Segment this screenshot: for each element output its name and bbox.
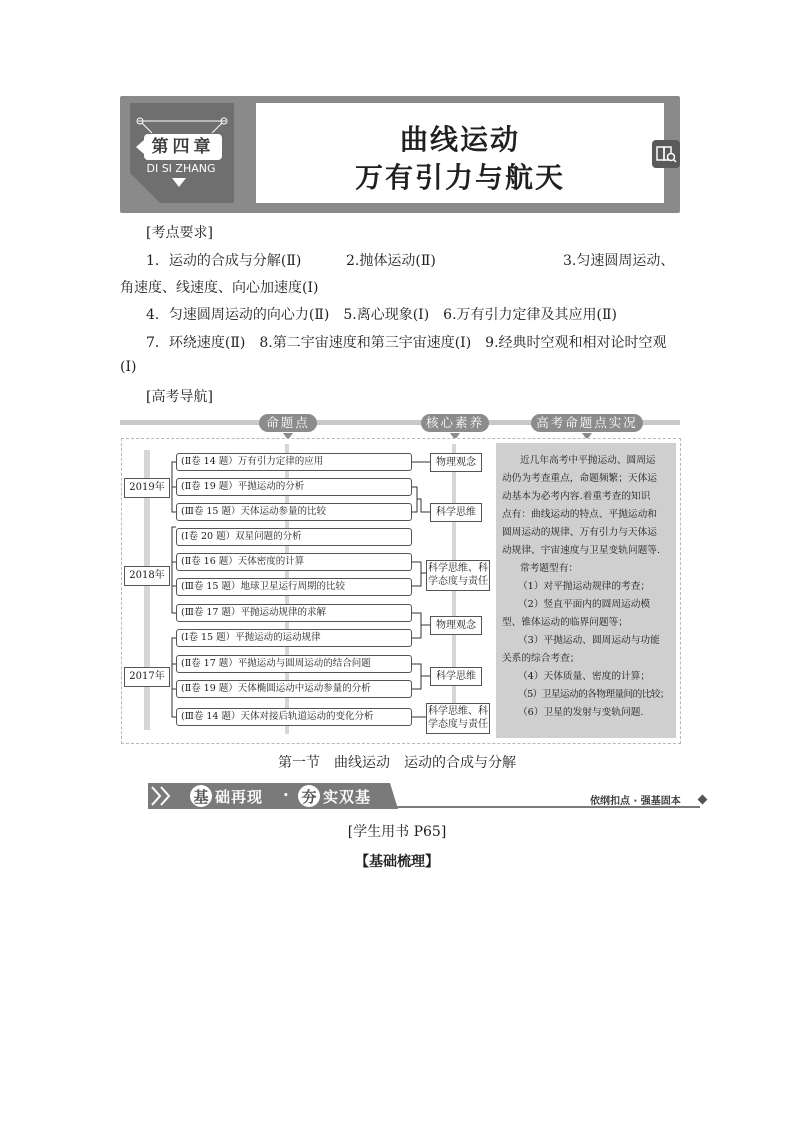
section-bar-separator: · <box>283 786 289 804</box>
question-item: (Ⅱ卷 19 题）天体椭圆运动中运动参量的分析 <box>176 680 412 698</box>
panel-line: 动仍为考查重点，命题频繁；天体运 <box>502 473 657 484</box>
competency-tag: 科学思维 <box>430 667 482 686</box>
year-label-2018: 2018年 <box>124 566 170 586</box>
question-item: (Ⅱ卷 14 题）万有引力定律的应用 <box>176 453 412 471</box>
question-item: (Ⅲ卷 15 题）天体运动参量的比较 <box>176 503 412 521</box>
question-item: (Ⅱ卷 16 题）天体密度的计算 <box>176 553 412 571</box>
chapter-number: 第四章 <box>144 134 222 160</box>
requirement-item: 3.匀速圆周运动、 <box>563 253 675 269</box>
competency-tag: 科学思维 <box>430 503 482 522</box>
chapter-title-line2: 万有引力与航天 <box>354 161 565 194</box>
panel-line: （5）卫星运动的各物理量间的比较； <box>518 689 669 700</box>
competency-tag: 物理观念 <box>430 453 482 472</box>
panel-line: 点有：曲线运动的特点、平抛运动和 <box>502 509 657 520</box>
question-item: (Ⅰ卷 15 题）平抛运动的运动规律 <box>176 629 412 647</box>
diamond-icon <box>698 795 708 805</box>
tab-exam-facts: 高考命题点实况 <box>531 414 643 432</box>
requirement-item: 角速度、线速度、向心加速度(Ⅰ) <box>120 280 319 296</box>
year-label-2019: 2019年 <box>124 478 170 498</box>
tab-core-competency: 核心素养 <box>421 414 489 432</box>
book-search-icon[interactable] <box>652 140 680 168</box>
section-title: 第一节 曲线运动 运动的合成与分解 <box>278 755 516 771</box>
panel-line: （3）平抛运动、圆周运动与功能 <box>518 635 660 646</box>
chapter-pinyin: DI SI ZHANG <box>146 162 216 175</box>
panel-line: 关系的综合考查； <box>502 653 580 664</box>
panel-line: （4）天体质量、密度的计算； <box>518 671 651 682</box>
question-item: (Ⅲ卷 15 题）地球卫星运行周期的比较 <box>176 578 412 596</box>
question-item: (Ⅲ卷 14 题）天体对接后轨道运动的变化分析 <box>176 708 412 726</box>
panel-line: 圆周运动的规律、万有引力与天体运 <box>502 527 657 538</box>
question-item: (Ⅱ卷 17 题）平抛运动与圆周运动的结合问题 <box>176 655 412 673</box>
section-bar-slogan: 依纲扣点 · 强基固本 <box>590 796 681 807</box>
question-item: (Ⅲ卷 17 题）平抛运动规律的求解 <box>176 604 412 622</box>
requirement-item: 2.抛体运动(Ⅱ) <box>346 253 436 269</box>
section-bar-char: 夯 <box>301 788 317 806</box>
tab-question-points: 命题点 <box>259 414 317 432</box>
sub-heading: 【基础梳理】 <box>355 854 439 870</box>
exam-facts-text <box>500 448 670 722</box>
competency-tag: 科学思维、科学态度与责任 <box>426 703 490 734</box>
section-bar-char: 基 <box>193 788 209 806</box>
panel-line: 近几年高考中平抛运动、圆周运 <box>520 455 656 466</box>
panel-line: 动规律、宇宙速度与卫星变轨问题等. <box>502 545 661 556</box>
nav-heading: [高考导航] <box>146 389 213 405</box>
chapter-title-line1: 曲线运动 <box>399 123 520 156</box>
panel-line: 常考题型有： <box>520 563 579 574</box>
year-label-2017: 2017年 <box>124 667 170 687</box>
requirement-item: 4．匀速圆周运动的向心力(Ⅱ) 5.离心现象(Ⅰ) 6.万有引力定律及其应用(Ⅱ) <box>146 307 617 323</box>
panel-line: 型、锥体运动的临界问题等； <box>502 617 628 628</box>
panel-line: （1）对平抛运动规律的考查； <box>518 581 651 592</box>
requirement-item: 7．环绕速度(Ⅱ) 8.第二宇宙速度和第三宇宙速度(Ⅰ) 9.经典时空观和相对论时空观 <box>146 335 667 351</box>
competency-tag: 物理观念 <box>430 616 482 635</box>
panel-line: （6）卫星的发射与变轨问题. <box>518 707 644 718</box>
panel-line: 动基本为必考内容.着重考查的知识 <box>502 491 651 502</box>
requirements-heading: [考点要求] <box>146 225 213 241</box>
competency-tag: 科学思维、科学态度与责任 <box>426 560 490 591</box>
question-item: (Ⅱ卷 19 题）平抛运动的分析 <box>176 478 412 496</box>
requirement-item: 1．运动的合成与分解(Ⅱ) <box>146 253 302 269</box>
book-page-reference: [学生用书 P65] <box>347 824 447 840</box>
requirement-item: (Ⅰ) <box>120 359 137 375</box>
chapter-pointer-icon <box>172 178 186 187</box>
section-bar-text: 础再现 <box>215 788 264 806</box>
panel-line: （2）竖直平面内的圆周运动模 <box>518 599 651 610</box>
section-bar-text: 实双基 <box>323 788 372 806</box>
question-item: (Ⅰ卷 20 题）双星问题的分析 <box>176 528 412 546</box>
